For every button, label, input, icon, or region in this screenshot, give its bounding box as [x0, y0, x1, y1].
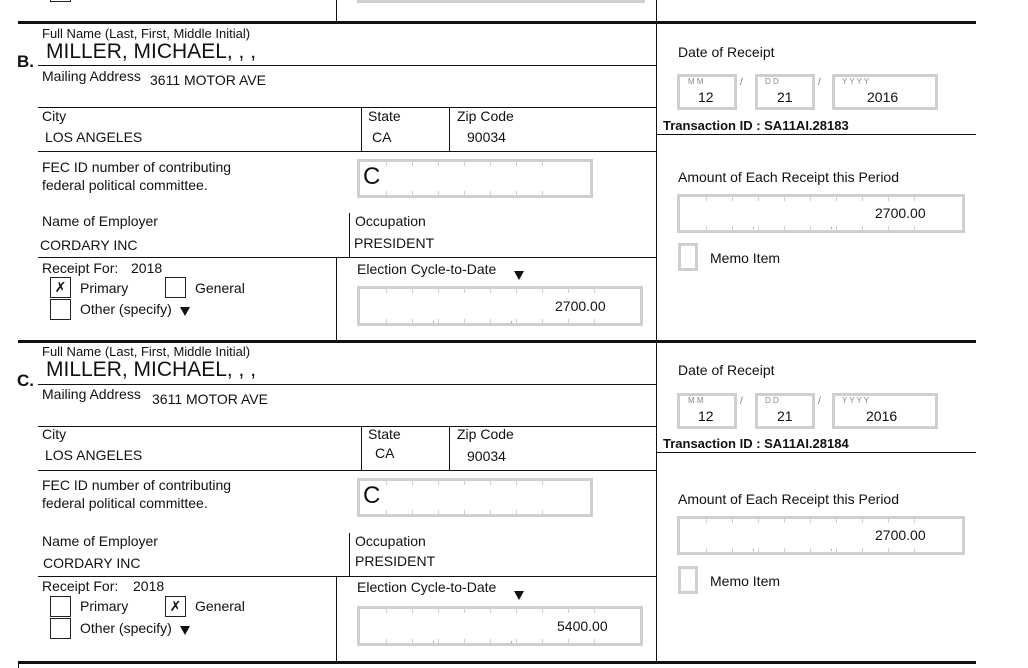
previous-entry-column-divider [656, 0, 657, 21]
entry-c-city-label: City [42, 426, 67, 442]
entry-b-transaction-rule [656, 134, 976, 135]
entry-c-mailing-address: 3611 MOTOR AVE [152, 391, 268, 407]
entry-c-month: 12 [698, 408, 714, 424]
entry-c-receipt-for-label: Receipt For: [42, 578, 119, 594]
digit-tick [758, 226, 759, 230]
entry-b-mailing-label: Mailing Address [42, 68, 141, 84]
digit-tick [542, 319, 543, 323]
digit-tick [758, 519, 759, 523]
entry-b-letter: B. [17, 52, 34, 71]
entry-c-employer-label: Name of Employer [42, 533, 158, 549]
entry-b-date-label: Date of Receipt [678, 44, 775, 60]
digit-tick [594, 289, 595, 293]
digit-tick [706, 226, 707, 230]
entry-c-employer-rule [38, 576, 656, 577]
digit-tick [836, 197, 837, 201]
entry-b-other-dropdown-icon[interactable] [180, 307, 190, 316]
entry-b-month: 12 [698, 89, 714, 105]
entry-b-general-label: General [195, 280, 245, 296]
entry-c-mailing-label: Mailing Address [42, 386, 141, 402]
entry-c-state: CA [375, 445, 395, 461]
digit-tick [412, 319, 413, 323]
entry-b-state: CA [372, 129, 392, 145]
digit-tick [836, 548, 837, 552]
digit-tick [516, 510, 517, 514]
entry-c-letter: C. [17, 371, 34, 390]
digit-tick [490, 191, 491, 195]
digit-tick [490, 319, 491, 323]
entry-c-day-hint: D D [765, 396, 779, 405]
entry-b-column-divider [656, 22, 657, 340]
entry-c-fec-label-2: federal political committee. [42, 495, 208, 511]
entry-b-cycle-amount: 2700.00 [555, 298, 606, 314]
digit-tick [464, 510, 465, 514]
entry-c-general-checkbox[interactable]: ✗ [165, 596, 186, 617]
digit-tick [732, 226, 733, 230]
entry-b-transaction-id: Transaction ID : SA11AI.28183 [663, 118, 849, 133]
digit-tick [516, 319, 517, 323]
entry-b-cycle-label: Election Cycle-to-Date [357, 261, 497, 277]
entry-c-amount: 2700.00 [875, 527, 926, 543]
digit-tick [412, 510, 413, 514]
digit-tick [438, 510, 439, 514]
entry-b-cycle-divider [336, 257, 337, 340]
digit-tick [706, 197, 707, 201]
digit-tick [438, 609, 439, 613]
digit-tick [464, 319, 465, 323]
digit-tick [810, 548, 811, 552]
digit-tick [386, 639, 387, 643]
entry-b-amount-comma-1: , [752, 220, 755, 231]
digit-tick [914, 197, 915, 201]
entry-c-state-divider [449, 426, 450, 470]
entry-c-memo-checkbox[interactable] [678, 566, 698, 594]
digit-tick [784, 226, 785, 230]
digit-tick [594, 639, 595, 643]
digit-tick [836, 226, 837, 230]
digit-tick [836, 519, 837, 523]
entry-c-transaction-id: Transaction ID : SA11AI.28184 [663, 436, 849, 451]
entry-c-city: LOS ANGELES [45, 447, 143, 463]
entry-b-date-sep-1: / [740, 77, 743, 88]
entry-b-mailing-address: 3611 MOTOR AVE [150, 72, 266, 88]
digit-tick [386, 609, 387, 613]
entry-b-city-label: City [42, 108, 67, 124]
entry-c-occupation: PRESIDENT [355, 553, 436, 569]
digit-tick [914, 226, 915, 230]
digit-tick [490, 289, 491, 293]
entry-c-full-name-label: Full Name (Last, First, Middle Initial) [42, 344, 251, 359]
entry-b-zip-label: Zip Code [457, 108, 514, 124]
entry-c-top-rule [18, 340, 976, 343]
entry-c-column-divider [656, 341, 657, 661]
digit-tick [490, 609, 491, 613]
entry-c-cycle-label: Election Cycle-to-Date [357, 579, 497, 595]
digit-tick [542, 609, 543, 613]
entry-c-month-hint: M M [688, 396, 704, 405]
entry-c-cycle-comma-2: , [510, 634, 513, 645]
digit-tick [516, 609, 517, 613]
digit-tick [386, 319, 387, 323]
digit-tick [810, 226, 811, 230]
entry-b-employer-label: Name of Employer [42, 213, 158, 229]
entry-c-city-rule [38, 470, 656, 471]
digit-tick [706, 519, 707, 523]
digit-tick [888, 197, 889, 201]
digit-tick [542, 289, 543, 293]
entry-c-other-checkbox[interactable] [50, 618, 71, 639]
entry-c-cycle-divider [336, 576, 337, 661]
digit-tick [490, 162, 491, 166]
previous-entry-amount-box [357, 0, 645, 3]
entry-c-transaction-rule [656, 452, 976, 453]
digit-tick [758, 548, 759, 552]
digit-tick [810, 519, 811, 523]
entry-b-date-sep-2: / [818, 77, 821, 88]
digit-tick [784, 519, 785, 523]
entry-b-occupation-label: Occupation [355, 213, 426, 229]
entry-c-day: 21 [777, 408, 793, 424]
digit-tick [862, 519, 863, 523]
entry-b-primary-label: Primary [80, 280, 129, 296]
digit-tick [914, 519, 915, 523]
digit-tick [516, 191, 517, 195]
entry-b-receipt-year: 2018 [131, 260, 163, 276]
digit-tick [568, 289, 569, 293]
entry-b-name-rule [38, 65, 656, 66]
entry-c-full-name: MILLER, MICHAEL, , , [46, 358, 257, 381]
entry-c-state-label: State [368, 426, 401, 442]
entry-c-zip: 90034 [467, 448, 506, 464]
digit-tick [386, 481, 387, 485]
previous-entry-divider [336, 0, 337, 21]
digit-tick [516, 481, 517, 485]
entry-c-date-sep-1: / [740, 396, 743, 407]
entry-b-state-label: State [368, 108, 401, 124]
digit-tick [516, 639, 517, 643]
digit-tick [758, 197, 759, 201]
entry-b-fec-prefix: C [363, 163, 381, 190]
digit-tick [386, 289, 387, 293]
digit-tick [438, 289, 439, 293]
digit-tick [732, 519, 733, 523]
digit-tick [784, 197, 785, 201]
entry-b-fec-id-field[interactable] [357, 159, 593, 198]
digit-tick [438, 319, 439, 323]
previous-entry-checkbox[interactable] [50, 0, 71, 2]
entry-b-employer-divider [349, 213, 350, 257]
entry-b-top-rule [18, 21, 976, 24]
digit-tick [862, 226, 863, 230]
entry-b-occupation: PRESIDENT [354, 235, 435, 251]
digit-tick [386, 162, 387, 166]
next-entry-top-rule [18, 661, 976, 664]
entry-b-address-rule [38, 107, 656, 108]
entry-b-amount: 2700.00 [875, 205, 926, 221]
digit-tick [888, 548, 889, 552]
entry-c-fec-id-field[interactable] [357, 478, 593, 517]
entry-b-employer: CORDARY INC [40, 237, 138, 253]
digit-tick [568, 639, 569, 643]
digit-tick [438, 191, 439, 195]
digit-tick [862, 548, 863, 552]
entry-b-full-name-label: Full Name (Last, First, Middle Initial) [42, 26, 251, 41]
entry-b-memo-checkbox[interactable] [678, 243, 698, 271]
entry-b-year-hint: Y Y Y Y [842, 77, 870, 86]
digit-tick [464, 639, 465, 643]
entry-b-memo-label: Memo Item [710, 250, 781, 266]
entry-c-zip-label: Zip Code [457, 426, 514, 442]
digit-tick [706, 548, 707, 552]
digit-tick [732, 197, 733, 201]
digit-tick [594, 319, 595, 323]
digit-tick [542, 191, 543, 195]
digit-tick [568, 609, 569, 613]
digit-tick [464, 481, 465, 485]
entry-b-amount-label: Amount of Each Receipt this Period [678, 169, 900, 185]
digit-tick [542, 639, 543, 643]
entry-c-cycle-comma-1: , [432, 634, 435, 645]
entry-c-employer-divider [349, 533, 350, 576]
entry-b-state-divider [449, 107, 450, 151]
digit-tick [490, 510, 491, 514]
digit-tick [386, 191, 387, 195]
digit-tick [542, 481, 543, 485]
digit-tick [862, 197, 863, 201]
digit-tick [888, 226, 889, 230]
digit-tick [542, 162, 543, 166]
digit-tick [490, 481, 491, 485]
digit-tick [516, 162, 517, 166]
entry-b-full-name: MILLER, MICHAEL, , , [46, 40, 257, 63]
entry-c-primary-checkbox[interactable] [50, 596, 71, 617]
entry-c-general-label: General [195, 598, 245, 614]
entry-c-occupation-label: Occupation [355, 533, 426, 549]
entry-c-employer: CORDARY INC [43, 555, 141, 571]
entry-c-other-dropdown-icon[interactable] [180, 626, 190, 635]
digit-tick [784, 548, 785, 552]
digit-tick [438, 162, 439, 166]
entry-c-year: 2016 [866, 408, 898, 424]
digit-tick [412, 289, 413, 293]
digit-tick [386, 510, 387, 514]
entry-c-date-label: Date of Receipt [678, 362, 775, 378]
entry-b-receipt-for-label: Receipt For: [42, 260, 119, 276]
digit-tick [568, 319, 569, 323]
entry-c-fec-label-1: FEC ID number of contributing [42, 477, 232, 493]
entry-b-day: 21 [777, 89, 793, 105]
entry-b-cycle-dropdown-icon[interactable] [514, 271, 524, 280]
entry-b-city: LOS ANGELES [45, 129, 143, 145]
digit-tick [490, 639, 491, 643]
entry-c-city-divider [361, 426, 362, 470]
entry-b-general-checkbox[interactable] [165, 277, 186, 298]
entry-b-primary-checkbox[interactable]: ✗ [50, 277, 71, 298]
entry-b-city-rule [38, 151, 656, 152]
entry-c-cycle-amount: 5400.00 [557, 618, 608, 634]
entry-c-other-label: Other (specify) [80, 620, 172, 636]
digit-tick [888, 519, 889, 523]
entry-b-fec-label-1: FEC ID number of contributing [42, 159, 232, 175]
entry-c-name-rule [38, 384, 656, 385]
digit-tick [732, 548, 733, 552]
digit-tick [464, 191, 465, 195]
entry-b-month-hint: M M [688, 77, 704, 86]
entry-b-amount-comma-2: , [830, 220, 833, 231]
digit-tick [438, 481, 439, 485]
entry-b-day-hint: D D [765, 77, 779, 86]
entry-c-cycle-dropdown-icon[interactable] [514, 591, 524, 600]
entry-c-memo-label: Memo Item [710, 573, 781, 589]
entry-c-address-rule [38, 426, 656, 427]
digit-tick [542, 510, 543, 514]
entry-c-amount-label: Amount of Each Receipt this Period [678, 491, 900, 507]
digit-tick [412, 481, 413, 485]
entry-b-zip: 90034 [467, 129, 506, 145]
entry-b-year: 2016 [867, 89, 899, 105]
entry-c-primary-label: Primary [80, 598, 129, 614]
entry-c-year-hint: Y Y Y Y [842, 396, 870, 405]
digit-tick [810, 197, 811, 201]
digit-tick [516, 289, 517, 293]
entry-b-city-divider [361, 107, 362, 151]
entry-c-fec-prefix: C [363, 482, 381, 509]
digit-tick [464, 162, 465, 166]
next-entry-left-border [18, 661, 19, 668]
entry-b-cycle-comma-2: , [510, 314, 513, 325]
entry-b-employer-rule [38, 257, 656, 258]
digit-tick [412, 162, 413, 166]
entry-b-other-checkbox[interactable] [50, 299, 71, 320]
digit-tick [594, 609, 595, 613]
entry-c-receipt-year: 2018 [133, 578, 165, 594]
entry-b-fec-label-2: federal political committee. [42, 177, 208, 193]
digit-tick [464, 289, 465, 293]
digit-tick [464, 609, 465, 613]
entry-b-cycle-comma-1: , [432, 314, 435, 325]
digit-tick [438, 639, 439, 643]
digit-tick [412, 609, 413, 613]
entry-c-amount-comma-2: , [830, 542, 833, 553]
digit-tick [412, 639, 413, 643]
entry-c-amount-comma-1: , [752, 542, 755, 553]
entry-c-date-sep-2: / [818, 396, 821, 407]
entry-b-other-label: Other (specify) [80, 301, 172, 317]
digit-tick [412, 191, 413, 195]
digit-tick [914, 548, 915, 552]
